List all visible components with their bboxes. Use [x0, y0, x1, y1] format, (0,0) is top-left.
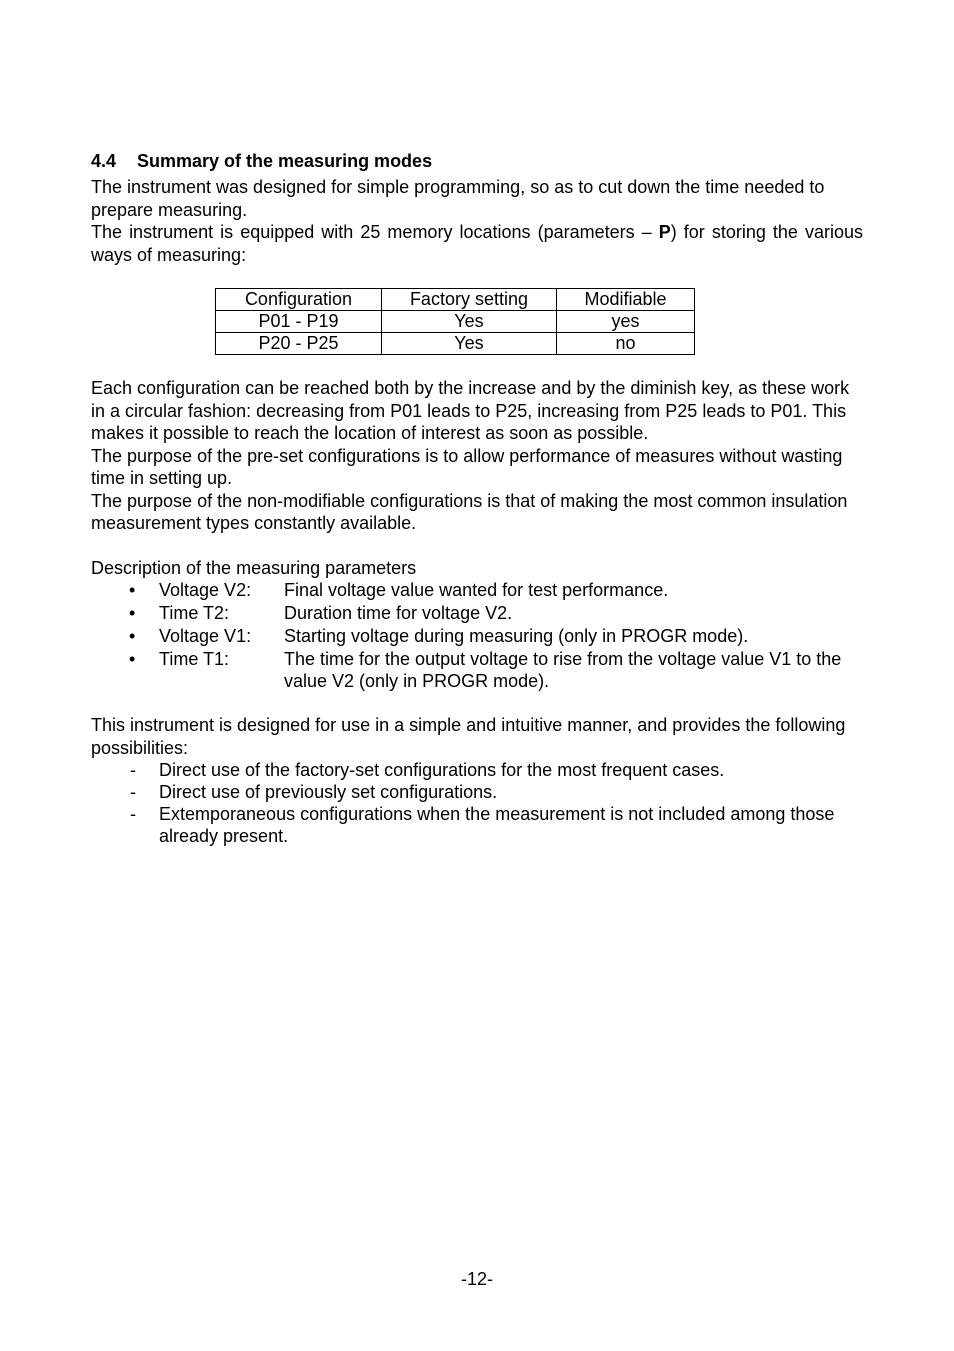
possibility-text: Direct use of previously set configurations. — [159, 782, 498, 802]
list-item — [91, 781, 863, 803]
intro-paragraph-2 — [91, 221, 863, 266]
list-item — [91, 648, 863, 692]
bullet-icon: • — [129, 580, 136, 600]
dash-icon: - — [130, 760, 136, 780]
bullet-icon: • — [129, 626, 136, 646]
body-paragraph-1: Each configuration can be reached both by the increase and by the diminish key, as these work in a circular fashion: decreasing from P01 leads to P25, increasing from P25 leads to P01. This makes it possible to reach the location of interest as soon as possible. — [91, 378, 850, 443]
list-item — [91, 803, 863, 847]
param-term: Voltage V1: — [159, 626, 252, 646]
list-item — [91, 625, 863, 648]
param-desc: The time for the output voltage to rise from the voltage value V1 to the value V2 (only in PROGR mode). — [284, 649, 842, 691]
list-item — [91, 579, 863, 602]
possibility-text: Direct use of the factory-set configurations for the most frequent cases. — [159, 760, 725, 780]
list-item — [91, 759, 863, 781]
params-list — [91, 579, 863, 692]
table-header-cell: Configuration — [216, 289, 382, 311]
table-cell: P01 - P19 — [216, 311, 382, 333]
bullet-icon: • — [129, 649, 136, 669]
table-header-row — [216, 289, 695, 311]
page-content — [91, 150, 863, 847]
configuration-table — [215, 288, 695, 355]
section-title: Summary of the measuring modes — [137, 151, 433, 171]
param-desc: Final voltage value wanted for test performance. — [284, 580, 669, 600]
table-cell: no — [556, 333, 694, 355]
table-row — [216, 333, 695, 355]
intro-p2-bold: P — [658, 222, 671, 242]
table-header-cell: Modifiable — [556, 289, 694, 311]
param-term: Time T1: — [159, 649, 230, 669]
param-term: Time T2: — [159, 603, 230, 623]
dash-icon: - — [130, 782, 136, 802]
intro-p2-pre: The instrument is equipped with 25 memory locations (parameters – — [91, 222, 659, 242]
dash-icon: - — [130, 804, 136, 824]
table-row — [216, 311, 695, 333]
params-intro: Description of the measuring parameters — [91, 557, 417, 578]
table-header-cell: Factory setting — [381, 289, 556, 311]
possibility-text: Extemporaneous configurations when the measurement is not included among those already present. — [159, 804, 835, 846]
param-desc: Starting voltage during measuring (only in PROGR mode). — [284, 626, 749, 646]
section-number: 4.4 — [91, 151, 117, 171]
table-cell: Yes — [381, 311, 556, 333]
param-term: Voltage V2: — [159, 580, 252, 600]
table-cell: Yes — [381, 333, 556, 355]
intro-p2-post: ) for storing the various ways of measuring: — [91, 222, 863, 265]
page-number: -12- — [460, 1269, 493, 1289]
section-heading — [91, 150, 863, 172]
body-paragraph-2: The purpose of the pre-set configurations is to allow performance of measures without wasting time in setting up. — [91, 445, 843, 488]
body-paragraph-3: The purpose of the non-modifiable configurations is that of making the most common insulation measurement types constantly available. — [91, 490, 848, 533]
param-desc: Duration time for voltage V2. — [284, 603, 513, 623]
intro-paragraph-1: The instrument was designed for simple programming, so as to cut down the time needed to prepare measuring. — [91, 177, 825, 220]
possibilities-list — [91, 759, 863, 847]
table-cell: yes — [556, 311, 694, 333]
possibilities-intro: This instrument is designed for use in a simple and intuitive manner, and provides the following possibilities: — [91, 715, 846, 758]
table-cell: P20 - P25 — [216, 333, 382, 355]
bullet-icon: • — [129, 603, 136, 623]
list-item — [91, 602, 863, 625]
